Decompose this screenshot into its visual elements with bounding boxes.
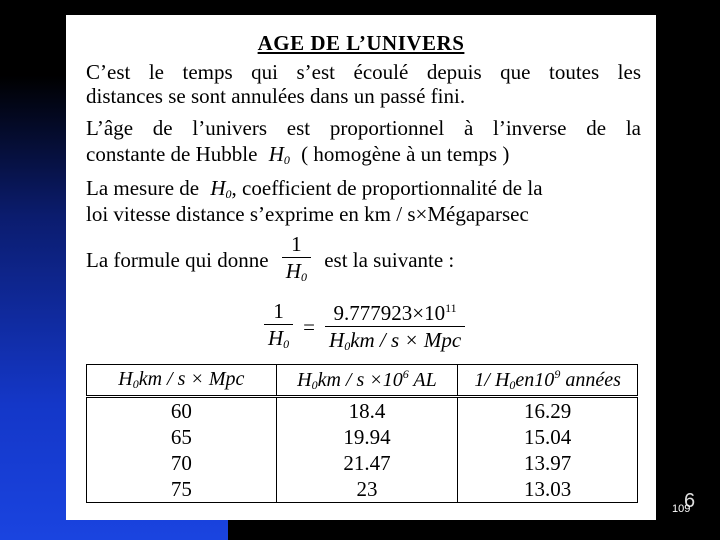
table-cell: 13.03 <box>458 476 638 503</box>
formula-rhs: $\frac{9.777923\times 10^{11}}{H_0km / s \times Mpc}$ <box>325 297 465 357</box>
slide-content <box>66 15 656 520</box>
paragraph-4: La formule qui donne $\frac{1}{H_0}$ est la suivante : <box>86 233 641 288</box>
table-cell: 21.47 <box>276 450 458 476</box>
slide-title: AGE DE L’UNIVERS <box>257 31 465 55</box>
table-row <box>87 476 638 503</box>
table-cell: 70 <box>87 450 277 476</box>
slide-number: 109 <box>672 503 691 515</box>
table-header-h0-al: $H_0km / s \times 10^6$ AL <box>276 365 458 397</box>
paragraph-1-line-1: C’est le temps qui s’est écoulé depuis que toutes les <box>86 60 641 84</box>
table-header-age: 1/ $H_0en10^9$ années <box>458 365 638 397</box>
paragraph-1-line-2: distances se sont annulées dans un passé fini. <box>86 84 466 108</box>
table-cell: 65 <box>87 424 277 450</box>
page-number: 6 <box>684 490 696 512</box>
table-header-row <box>87 365 638 397</box>
formula-lhs: $\frac{1}{H_0}$ <box>264 300 293 355</box>
formula-equals: = <box>303 314 316 339</box>
hubble-constant-label: constante de Hubble <box>86 142 258 166</box>
paragraph-2-line-1: L’âge de l’univers est proportionnel à l’inverse de la <box>86 116 641 140</box>
table-cell: 19.94 <box>276 424 458 450</box>
homogeneous-note: ( homogène à un temps ) <box>301 142 510 166</box>
table-row <box>87 424 638 450</box>
table-header-h0-mpc: $H_0km$ / s × Mpc <box>87 365 277 397</box>
hubble-symbol: $H_0$ <box>210 176 232 201</box>
paragraph-3-line-2: loi vitesse distance s’exprime en km / s×Mégaparsec <box>86 202 529 226</box>
table-cell: 15.04 <box>458 424 638 450</box>
inverse-hubble-fraction: $\frac{1}{H_0}$ <box>282 233 311 288</box>
hubble-age-table <box>86 364 638 503</box>
table-cell: 23 <box>276 476 458 503</box>
table-cell: 18.4 <box>276 397 458 425</box>
table-cell: 16.29 <box>458 397 638 425</box>
table-cell: 60 <box>87 397 277 425</box>
table-cell: 75 <box>87 476 277 503</box>
paragraph-2-line-2 <box>86 142 641 172</box>
table-row <box>87 450 638 476</box>
age-formula <box>256 297 473 357</box>
table-cell: 13.97 <box>458 450 638 476</box>
hubble-symbol: $H_0$ <box>268 142 290 167</box>
table-row <box>87 397 638 425</box>
paragraph-3-line-1: La mesure de $H_0$, coefficient de proportionnalité de la <box>86 176 543 201</box>
